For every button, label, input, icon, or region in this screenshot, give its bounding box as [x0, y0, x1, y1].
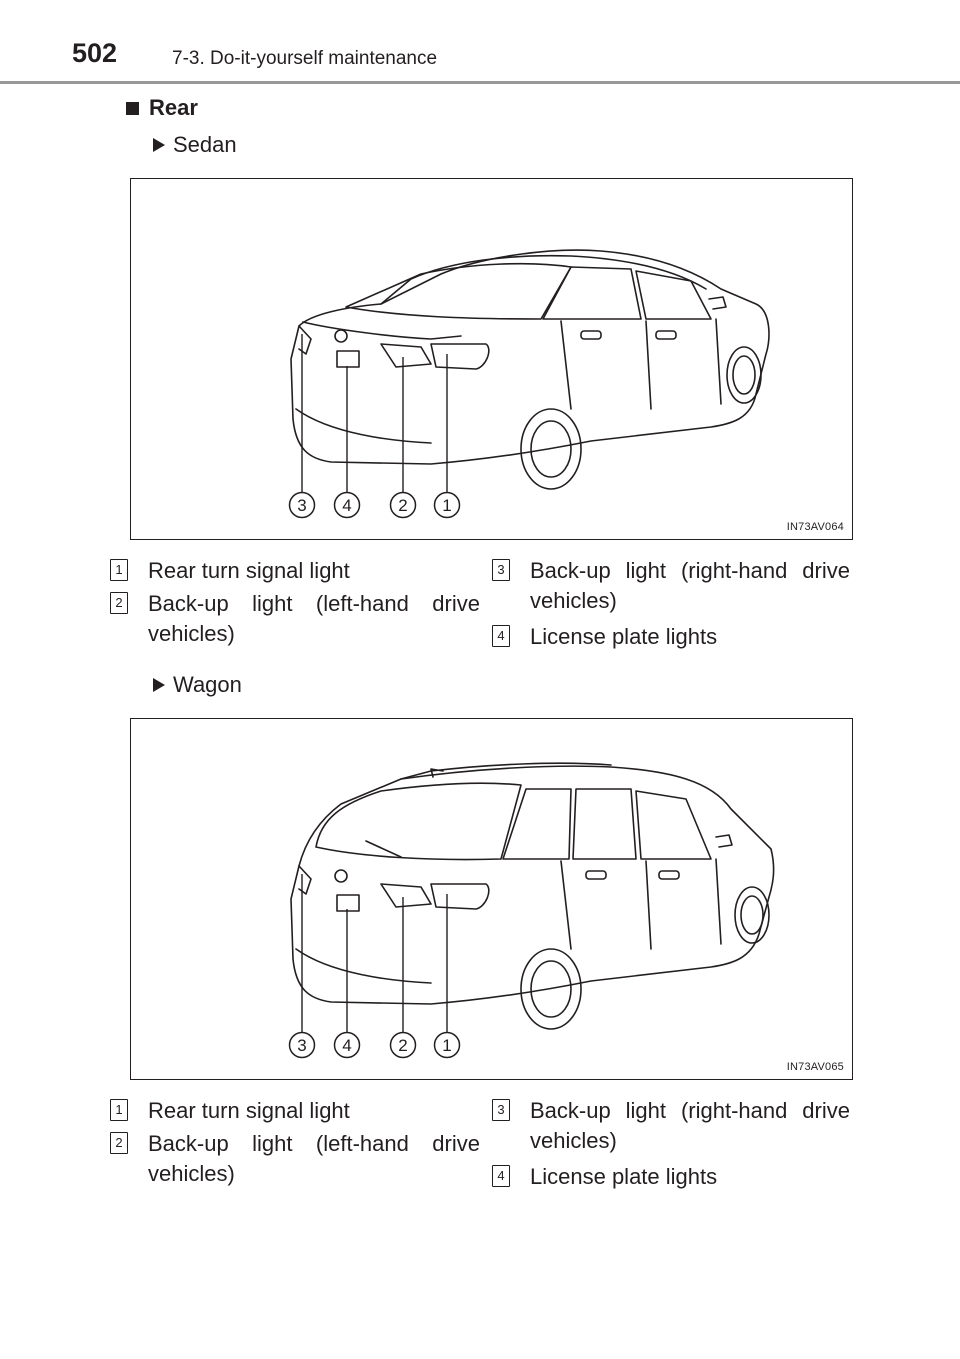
triangle-bullet-icon: [153, 138, 165, 152]
number-badge: 4: [492, 625, 510, 647]
svg-text:1: 1: [442, 496, 452, 515]
legend-text: Rear turn signal light: [148, 558, 350, 583]
legend-item: [110, 556, 480, 586]
svg-text:4: 4: [342, 1036, 352, 1055]
legend-text: Back-up light (left-hand drive vehicles): [148, 1131, 480, 1186]
callout-1: [435, 493, 460, 518]
svg-text:1: 1: [442, 1036, 452, 1055]
legend-item: [110, 1096, 480, 1126]
heading-rear: [126, 95, 198, 121]
subheading-wagon: [153, 672, 242, 698]
subheading-text: Wagon: [173, 672, 242, 697]
svg-text:4: 4: [342, 496, 352, 515]
callout-3: [290, 1033, 315, 1058]
callout-1: [435, 1033, 460, 1058]
svg-text:2: 2: [398, 1036, 408, 1055]
page-header: [0, 0, 960, 90]
number-badge: 3: [492, 559, 510, 581]
legend-item: [110, 589, 480, 649]
page-number: 502: [72, 38, 118, 68]
number-badge: 1: [110, 559, 128, 581]
figure-sedan: [130, 178, 853, 540]
number-badge: 3: [492, 1099, 510, 1121]
legend-item: [492, 1162, 850, 1192]
figure-code: IN73AV064: [786, 521, 844, 533]
legend-wagon: [110, 1096, 850, 1206]
svg-text:3: 3: [297, 496, 307, 515]
callout-2: [391, 1033, 416, 1058]
number-badge: 2: [110, 592, 128, 614]
legend-sedan: [110, 556, 850, 666]
legend-item: [492, 1096, 850, 1156]
svg-text:2: 2: [398, 496, 408, 515]
square-bullet-icon: [126, 102, 139, 115]
subheading-sedan: [153, 132, 237, 158]
legend-item: [492, 556, 850, 616]
number-badge: 2: [110, 1132, 128, 1154]
sedan-callouts: [290, 493, 460, 518]
subheading-text: Sedan: [173, 132, 237, 157]
legend-text: Back-up light (right-hand drive vehicles): [530, 558, 850, 613]
legend-text: Rear turn signal light: [148, 1098, 350, 1123]
wagon-rear-illustration: [131, 719, 854, 1081]
heading-text: Rear: [149, 95, 198, 120]
legend-item: [492, 622, 850, 652]
legend-item: [110, 1129, 480, 1189]
legend-text: Back-up light (left-hand drive vehicles): [148, 591, 480, 646]
callout-4: [335, 1033, 360, 1058]
figure-code: IN73AV065: [786, 1061, 844, 1073]
header-rule: [0, 80, 960, 88]
section-title: 7-3. Do-it-yourself maintenance: [172, 48, 438, 69]
callout-4: [335, 493, 360, 518]
number-badge: 1: [110, 1099, 128, 1121]
wagon-callouts: [290, 1033, 460, 1058]
svg-text:3: 3: [297, 1036, 307, 1055]
figure-wagon: [130, 718, 853, 1080]
legend-text: License plate lights: [530, 624, 718, 649]
triangle-bullet-icon: [153, 678, 165, 692]
number-badge: 4: [492, 1165, 510, 1187]
sedan-rear-illustration: [131, 179, 854, 541]
callout-2: [391, 493, 416, 518]
legend-text: License plate lights: [530, 1164, 718, 1189]
callout-3: [290, 493, 315, 518]
legend-text: Back-up light (right-hand drive vehicles): [530, 1098, 850, 1153]
